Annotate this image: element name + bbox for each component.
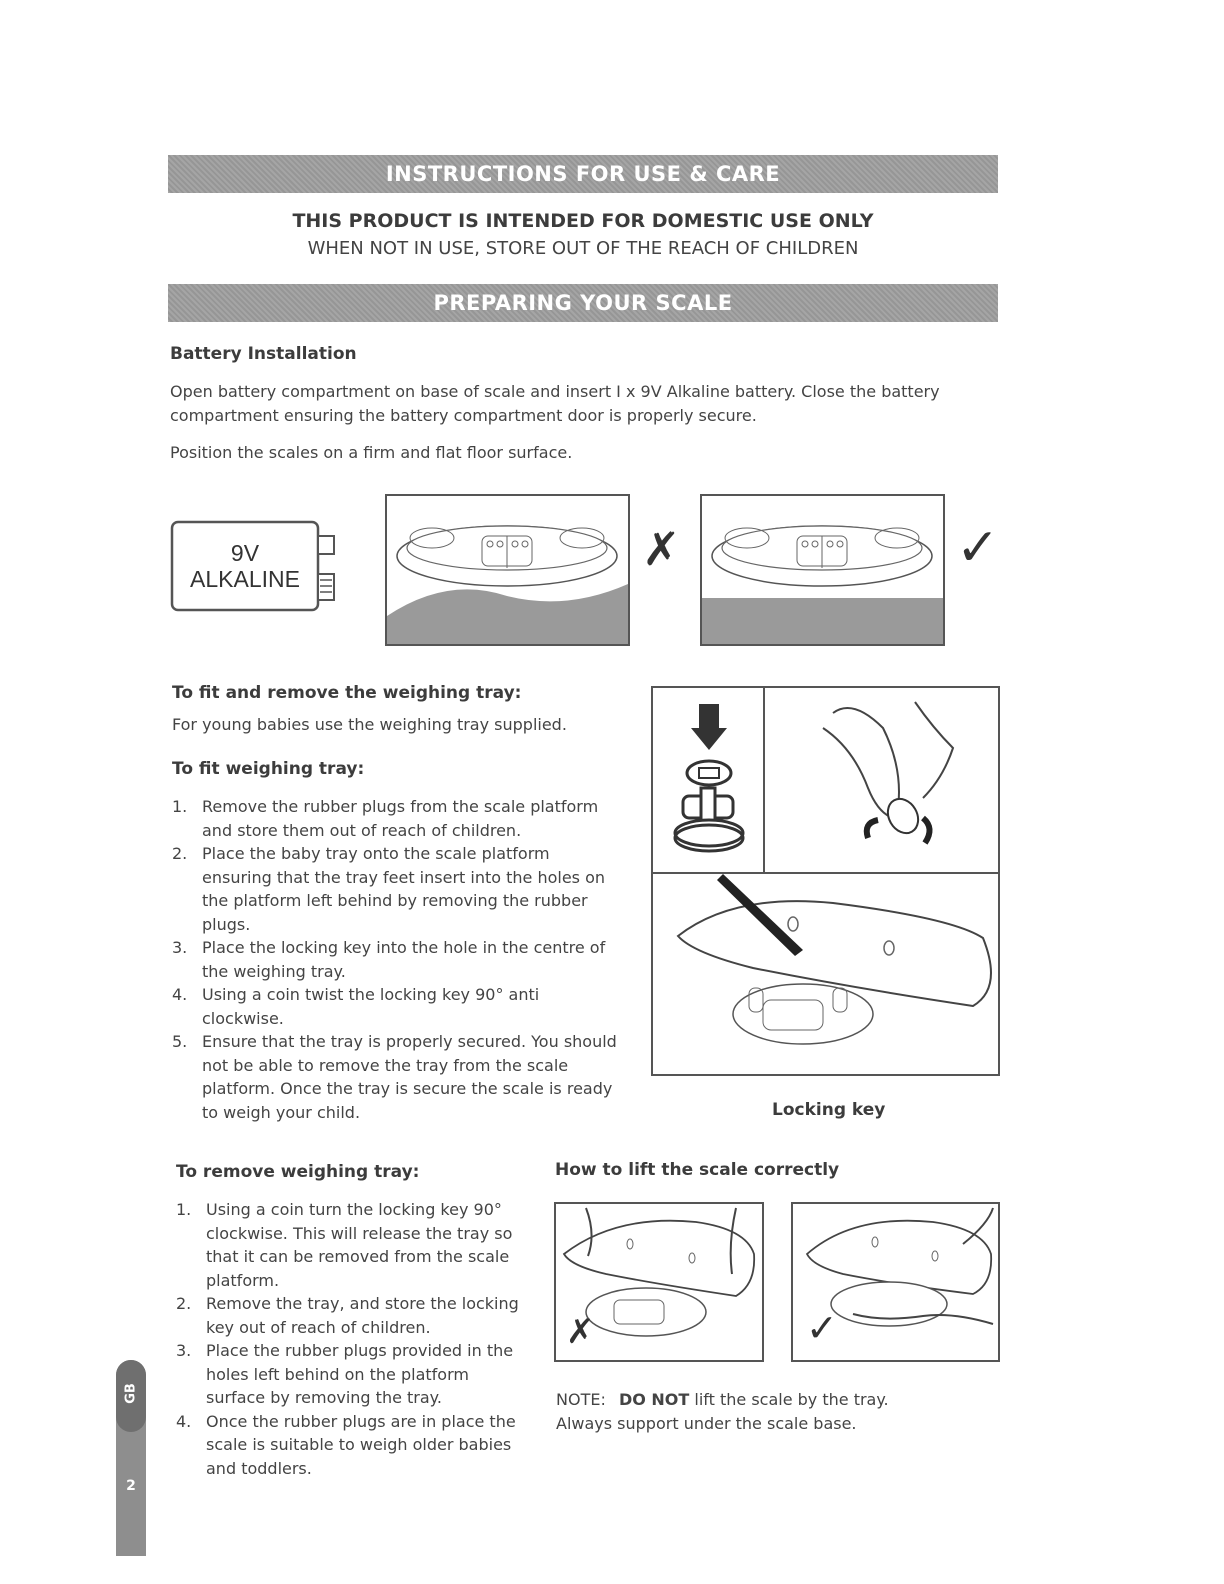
- lift-scale-heading: How to lift the scale correctly: [555, 1160, 840, 1180]
- remove-tray-steps: [176, 1198, 526, 1480]
- note-emphasis: DO NOT: [618, 1390, 690, 1409]
- page-number: 2: [126, 1478, 136, 1494]
- scale-on-flat-floor-icon: [702, 496, 943, 644]
- preparing-banner: [168, 284, 998, 322]
- battery-illustration: [170, 520, 345, 615]
- scale-on-uneven-floor-icon: [387, 496, 628, 644]
- note-label: NOTE:: [556, 1390, 606, 1409]
- locking-key-illustration: [651, 686, 1000, 1076]
- battery-installation-text: Open battery compartment on base of scale and insert I x 9V Alkaline battery. Close the battery compartment ensuring the battery compartment door is properly secure.: [170, 382, 940, 425]
- correct-placement-mark: ✓: [956, 518, 1000, 578]
- list-item: 3. Place the rubber plugs provided in the holes left behind on the platform surface by removing the tray.: [176, 1341, 514, 1407]
- list-item: 2. Remove the tray, and store the locking key out of reach of children.: [176, 1294, 519, 1337]
- note-text: lift the scale by the tray.: [694, 1390, 889, 1409]
- list-item: 1. Remove the rubber plugs from the scale platform and store them out of reach of children.: [172, 797, 599, 840]
- scale-flat-surface-image: [700, 494, 945, 646]
- fit-tray-steps: [172, 795, 622, 1124]
- list-item: 4. Using a coin twist the locking key 90° anti clockwise.: [172, 985, 540, 1028]
- scale-uneven-surface-image: [385, 494, 630, 646]
- domestic-use-notice: THIS PRODUCT IS INTENDED FOR DOMESTIC USE ONLY: [292, 210, 874, 232]
- fit-tray-heading: To fit weighing tray:: [172, 759, 365, 779]
- lift-incorrect-mark: ✗: [566, 1312, 595, 1352]
- lift-correct-mark: ✓: [806, 1306, 838, 1350]
- locking-key-diagram-icon: [653, 688, 998, 1074]
- weighing-tray-heading: To fit and remove the weighing tray:: [172, 683, 522, 703]
- language-code: GB: [123, 1383, 139, 1404]
- list-item: 5. Ensure that the tray is properly secured. You should not be able to remove the tray from the scale platform. Once the tray is secure the scale is ready to weigh your child.: [172, 1032, 617, 1122]
- battery-installation-heading: Battery Installation: [170, 344, 357, 364]
- instructions-banner: [168, 155, 998, 193]
- list-item: 4. Once the rubber plugs are in place the scale is suitable to weigh older babies and toddlers.: [176, 1411, 516, 1478]
- list-item: 2. Place the baby tray onto the scale platform ensuring that the tray feet insert into the holes on the platform left behind by removing the rubber plugs.: [172, 844, 606, 934]
- language-tab: [116, 1360, 146, 1556]
- lift-note: [556, 1388, 976, 1436]
- locking-key-caption: Locking key: [772, 1100, 886, 1120]
- battery-label-voltage: 9V: [230, 540, 260, 566]
- incorrect-placement-mark: ✗: [642, 522, 681, 576]
- battery-label-type: ALKALINE: [190, 566, 300, 592]
- remove-tray-heading: To remove weighing tray:: [176, 1162, 420, 1182]
- note-line-2: Always support under the scale base.: [556, 1414, 857, 1433]
- instructions-banner-title: INSTRUCTIONS FOR USE & CARE: [385, 162, 781, 186]
- storage-notice: WHEN NOT IN USE, STORE OUT OF THE REACH OF CHILDREN: [307, 238, 859, 259]
- positioning-text: Position the scales on a firm and flat floor surface.: [170, 443, 573, 462]
- weighing-tray-intro: For young babies use the weighing tray supplied.: [172, 715, 567, 734]
- list-item: 1. Using a coin turn the locking key 90° clockwise. This will release the tray so that it can be removed from the scale platform.: [176, 1200, 513, 1290]
- preparing-banner-title: PREPARING YOUR SCALE: [433, 291, 733, 315]
- list-item: 3. Place the locking key into the hole in the centre of the weighing tray.: [172, 938, 606, 981]
